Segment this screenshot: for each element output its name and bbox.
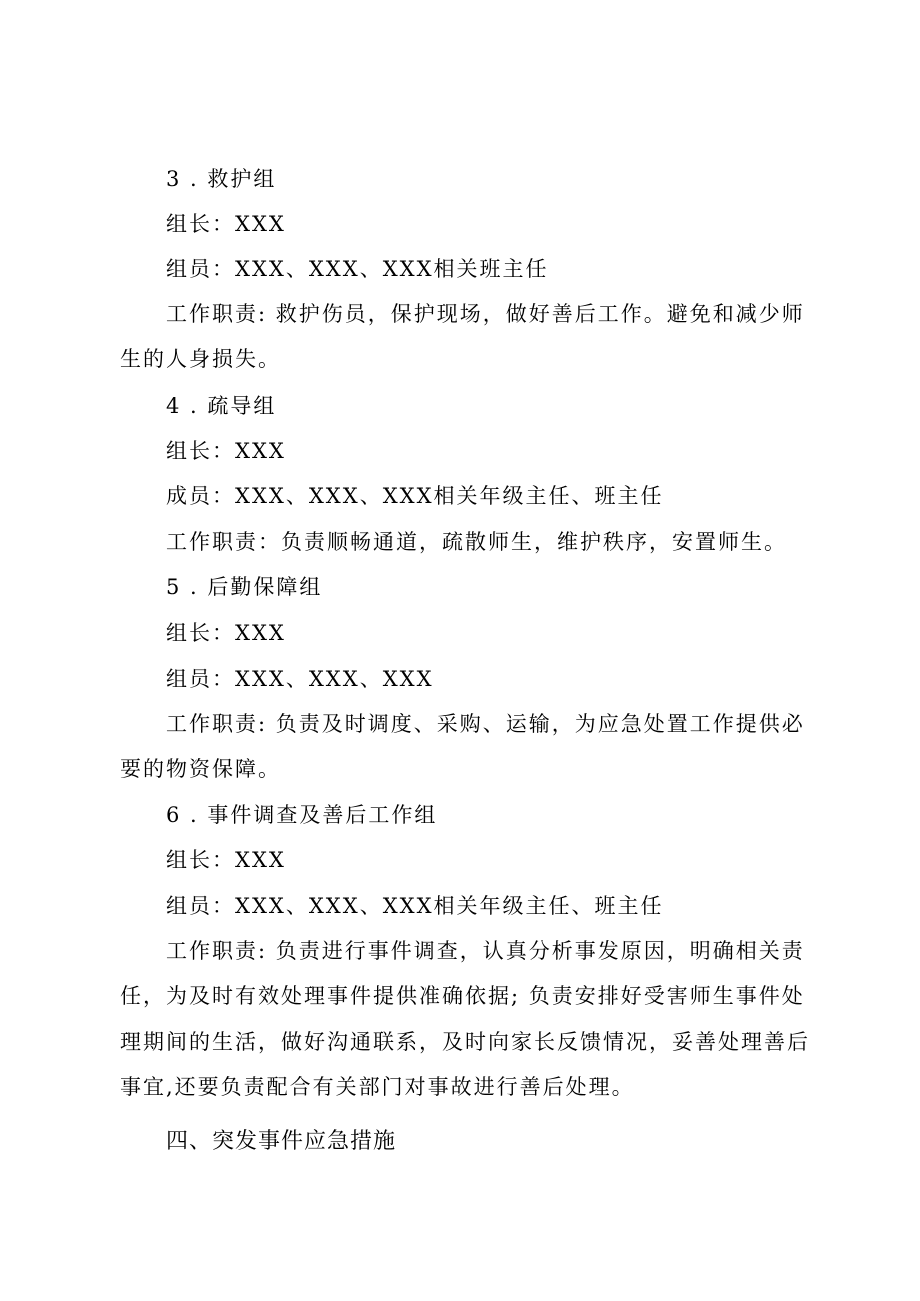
section-title: 5 . 后勤保障组: [166, 575, 323, 599]
section-leader: 组长：XXX: [166, 848, 286, 872]
section-leader: 组长：XXX: [166, 621, 286, 645]
section-leader: 组长：XXX: [166, 212, 286, 236]
section-duty-line: 工作职责: 救护伤员，保护现场，做好善后工作。避免和减少师: [166, 302, 805, 326]
section-duty-line: 工作职责: 负责及时调度、采购、运输，为应急处置工作提供必: [166, 712, 805, 736]
section-members: 组员：XXX、XXX、XXX相关年级主任、班主任: [166, 894, 664, 918]
section-title: 4 . 疏导组: [166, 394, 277, 418]
section-duty-line: 工作职责: 负责进行事件调查，认真分析事发原因，明确相关责: [166, 939, 805, 963]
section-leader: 组长：XXX: [166, 439, 286, 463]
section-duty-line: 任，为及时有效处理事件提供准确依据; 负责安排好受害师生事件处: [120, 984, 805, 1008]
section-members: 组员：XXX、XXX、XXX: [166, 667, 434, 691]
section-duty-line: 工作职责：负责顺畅通道，疏散师生，维护秩序，安置师生。: [166, 530, 787, 554]
section-duty-line: 要的物资保障。: [120, 757, 281, 781]
section-members: 成员：XXX、XXX、XXX相关年级主任、班主任: [166, 484, 664, 508]
section-members: 组员：XXX、XXX、XXX相关班主任: [166, 257, 549, 281]
section-duty-line: 事宜,还要负责配合有关部门对事故进行善后处理。: [120, 1075, 635, 1099]
section-title: 6 . 事件调查及善后工作组: [166, 803, 438, 827]
section-duty-line: 理期间的生活，做好沟通联系，及时向家长反馈情况，妥善处理善后: [120, 1030, 810, 1054]
section-title: 3 . 救护组: [166, 167, 277, 191]
section-duty-line: 生的人身损失。: [120, 347, 281, 371]
section-heading: 四、突发事件应急措施: [166, 1129, 397, 1154]
